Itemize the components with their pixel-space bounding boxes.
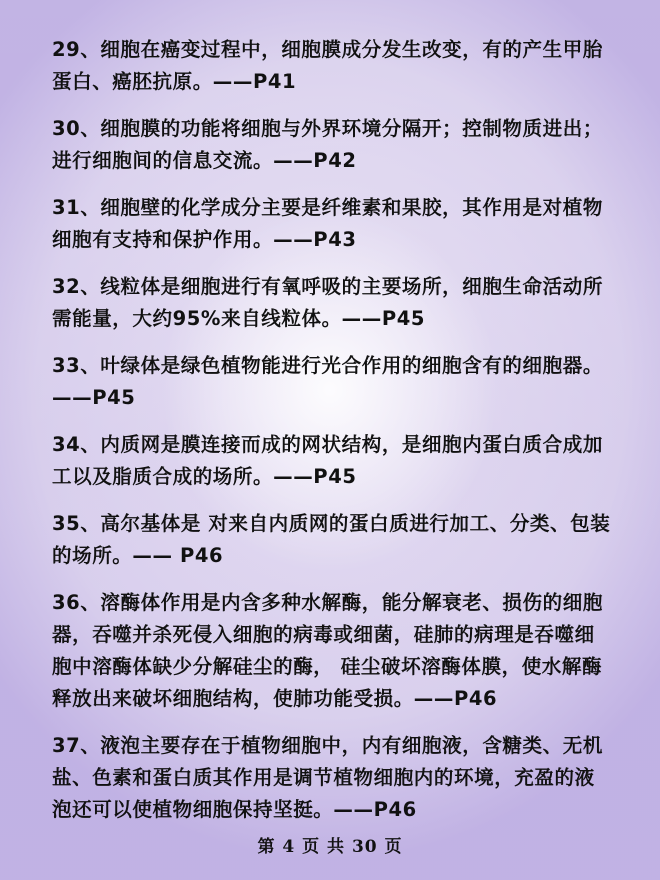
list-item: 29、细胞在癌变过程中，细胞膜成分发生改变，有的产生甲胎蛋白、癌胚抗原。——P41 bbox=[52, 38, 603, 93]
page-number-footer: 第 4 页 共 30 页 bbox=[257, 837, 403, 857]
list-item: 34、内质网是膜连接而成的网状结构，是细胞内蛋白质合成加工以及脂质合成的场所。——P45 bbox=[52, 433, 603, 488]
list-item: 30、细胞膜的功能将细胞与外界环境分隔开；控制物质进出；进行细胞间的信息交流。——P42 bbox=[52, 117, 603, 172]
list-item: 31、细胞壁的化学成分主要是纤维素和果胶，其作用是对植物细胞有支持和保护作用。——P43 bbox=[52, 196, 603, 251]
list-item: 33、叶绿体是绿色植物能进行光合作用的细胞含有的细胞器。——P45 bbox=[52, 354, 603, 409]
list-item: 35、高尔基体是 对来自内质网的蛋白质进行加工、分类、包装的场所。—— P46 bbox=[52, 512, 611, 567]
list-item: 32、线粒体是细胞进行有氧呼吸的主要场所，细胞生命活动所需能量，大约95%来自线粒体。——P45 bbox=[52, 275, 603, 330]
list-item: 37、液泡主要存在于植物细胞中，内有细胞液，含糖类、无机盐、色素和蛋白质其作用是调节植物细胞内的环境，充盈的液泡还可以使植物细胞保持坚挺。——P46 bbox=[52, 734, 603, 821]
list-item: 36、溶酶体作用是内含多种水解酶，能分解衰老、损伤的细胞器，吞噬并杀死侵入细胞的病毒或细菌，硅肺的病理是吞噬细胞中溶酶体缺少分解硅尘的酶， 硅尘破坏溶酶体膜，使水解酶释放出来破坏细胞结构，使肺功能受损。——P46 bbox=[52, 591, 603, 710]
item-list bbox=[52, 34, 612, 841]
